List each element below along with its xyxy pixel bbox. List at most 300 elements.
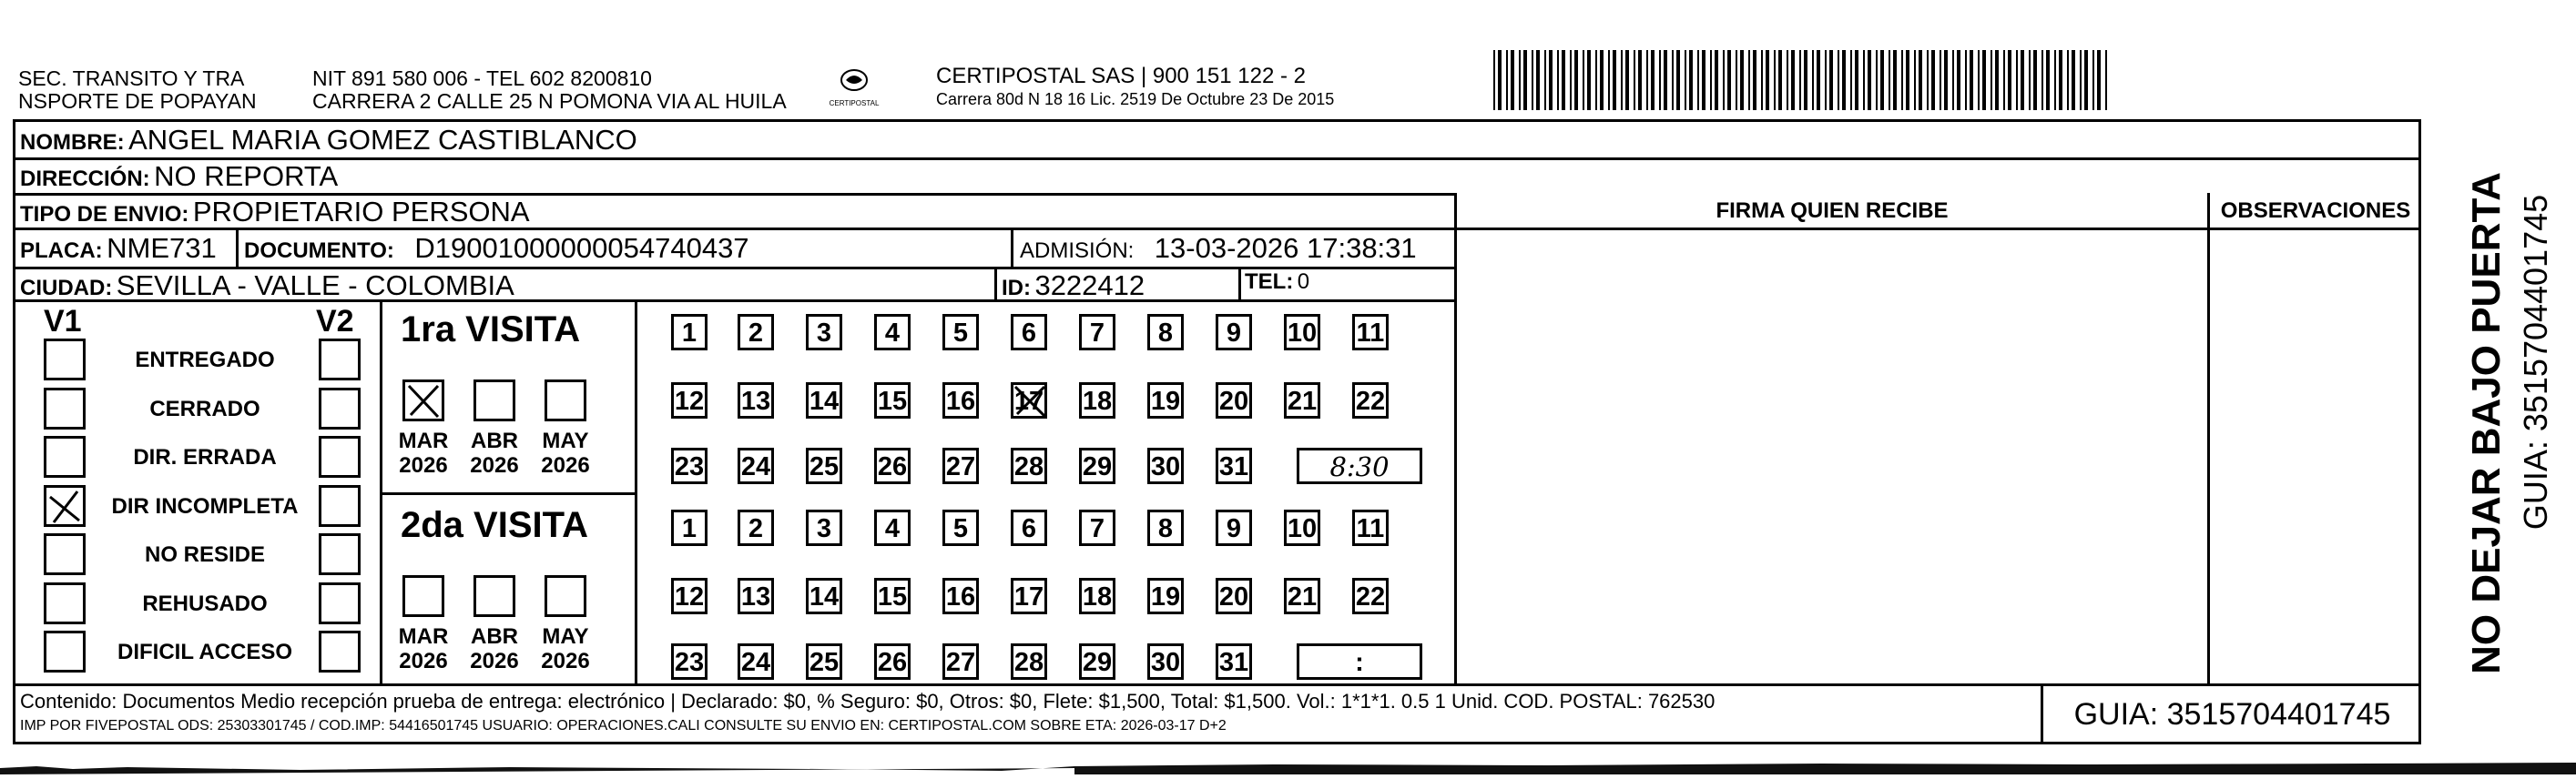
- first-visit-day-box[interactable]: [806, 314, 842, 350]
- second-visit-day-box[interactable]: [1352, 510, 1389, 546]
- ciudad-label: CIUDAD:: [20, 276, 113, 300]
- second-visit-day-box[interactable]: [806, 510, 842, 546]
- day-number: 2: [748, 319, 764, 348]
- status-option-label: DIFICIL ACCESO: [117, 640, 292, 664]
- ciudad-value: SEVILLA - VALLE - COLOMBIA: [116, 269, 514, 301]
- barcode-bar: [2041, 50, 2043, 110]
- day-number: 15: [877, 387, 908, 416]
- barcode-bar: [1748, 50, 1750, 110]
- day-number: 25: [809, 648, 840, 677]
- v1-checkbox[interactable]: [44, 582, 86, 624]
- day-number: 4: [884, 514, 901, 543]
- courier-license: Carrera 80d N 18 16 Lic. 2519 De Octubre 23 De 2015: [936, 90, 1335, 108]
- barcode-bar: [2008, 50, 2011, 110]
- day-number: 24: [740, 452, 771, 481]
- barcode-bar: [1651, 50, 1655, 110]
- second-visit-day-box[interactable]: [1011, 510, 1047, 546]
- first-visit-day-box[interactable]: [806, 448, 842, 484]
- first-visit-day-box[interactable]: [1147, 382, 1184, 419]
- barcode-bar: [1664, 50, 1667, 110]
- barcode-bar: [1766, 50, 1769, 110]
- tipo-envio-value: PROPIETARIO PERSONA: [192, 196, 530, 228]
- documento-cell: [244, 232, 749, 265]
- second-visit-day-box[interactable]: [738, 643, 774, 680]
- day-number: 16: [945, 387, 976, 416]
- barcode-bar: [1702, 50, 1705, 110]
- barcode-bar: [1519, 50, 1521, 110]
- month-label: MAY: [542, 429, 589, 453]
- second-visit-day-box[interactable]: [942, 578, 979, 614]
- day-number: 14: [809, 582, 840, 612]
- barcode-bar: [1876, 50, 1878, 110]
- side-warning: NO DEJAR BAJO PUERTA: [2464, 172, 2509, 674]
- barcode-bar: [1778, 50, 1782, 110]
- barcode-bar: [1511, 50, 1514, 110]
- barcode-bar: [1532, 50, 1533, 110]
- second-visit-title: 2da VISITA: [401, 505, 588, 545]
- year-label: 2026: [541, 649, 590, 673]
- day-number: 23: [674, 452, 705, 481]
- tipo-envio-label: TIPO DE ENVIO:: [20, 202, 189, 227]
- first-visit-day-box[interactable]: [1079, 314, 1115, 350]
- first-visit-title: 1ra VISITA: [401, 309, 581, 349]
- first-visit-day-box[interactable]: [1011, 314, 1047, 350]
- barcode-bar: [1787, 50, 1788, 110]
- courier-name: CERTIPOSTAL SAS | 900 151 122 - 2: [936, 64, 1306, 88]
- barcode-bar: [1965, 50, 1967, 110]
- rule: [13, 683, 2421, 686]
- second-visit-month-checkbox[interactable]: [545, 575, 586, 617]
- second-visit-day-box[interactable]: [1216, 643, 1252, 680]
- placa-cell: [20, 232, 217, 265]
- barcode-bar: [1995, 50, 1999, 110]
- v1-checkbox[interactable]: [44, 436, 86, 478]
- second-visit-day-box[interactable]: [1147, 510, 1184, 546]
- day-number: 1: [681, 514, 697, 543]
- first-visit-day-box[interactable]: [671, 314, 708, 350]
- barcode-bar: [1978, 50, 1980, 110]
- barcode-bar: [1901, 50, 1903, 110]
- barcode-bar: [1736, 50, 1737, 110]
- barcode-bar: [2084, 50, 2088, 110]
- day-number: 8: [1157, 319, 1174, 348]
- day-number: 6: [1021, 514, 1037, 543]
- admision-value: 13-03-2026 17:38:31: [1154, 232, 1417, 264]
- barcode-bar: [1600, 50, 1604, 110]
- first-visit-day-box[interactable]: [1216, 382, 1252, 419]
- first-visit-day-box[interactable]: [1352, 382, 1389, 419]
- firma-header: FIRMA QUIEN RECIBE: [1716, 198, 1949, 223]
- first-visit-day-box[interactable]: [1284, 314, 1320, 350]
- first-visit-day-box[interactable]: [738, 448, 774, 484]
- day-number: 4: [884, 319, 901, 348]
- barcode-bar: [1855, 50, 1858, 110]
- admision-cell: [1020, 232, 1417, 265]
- placa-value: NME731: [107, 232, 217, 264]
- barcode-bar: [1723, 50, 1725, 110]
- barcode-bar: [1557, 50, 1559, 110]
- first-visit-day-box[interactable]: [942, 314, 979, 350]
- barcode-bar: [1868, 50, 1871, 110]
- v2-checkbox[interactable]: [319, 436, 361, 478]
- barcode-bar: [1634, 50, 1635, 110]
- barcode-bar: [1574, 50, 1578, 110]
- barcode-bar: [1685, 50, 1686, 110]
- second-visit-day-box[interactable]: [671, 510, 708, 546]
- second-visit-day-box[interactable]: [1079, 578, 1115, 614]
- barcode: [1493, 50, 2113, 110]
- second-visit-day-box[interactable]: [1216, 510, 1252, 546]
- first-visit-day-box[interactable]: [1284, 382, 1320, 419]
- day-number: 15: [877, 582, 908, 612]
- barcode-bar: [1952, 50, 1954, 110]
- barcode-bar: [1646, 50, 1648, 110]
- day-number: 6: [1021, 319, 1037, 348]
- barcode-bar: [1613, 50, 1616, 110]
- barcode-bar: [1498, 50, 1502, 110]
- month-label: ABR: [471, 429, 518, 453]
- barcode-bar: [1753, 50, 1756, 110]
- barcode-bar: [1506, 50, 1508, 110]
- first-visit-day-box[interactable]: [1216, 314, 1252, 350]
- day-number: 18: [1082, 582, 1113, 612]
- day-number: 2: [748, 514, 764, 543]
- barcode-bar: [1710, 50, 1712, 110]
- day-number: 31: [1218, 648, 1249, 677]
- barcode-bar: [1842, 50, 1846, 110]
- second-visit-day-box[interactable]: [738, 578, 774, 614]
- first-visit-day-box[interactable]: [1011, 382, 1047, 419]
- v2-checkbox[interactable]: [319, 582, 361, 624]
- second-visit-day-box[interactable]: [806, 578, 842, 614]
- documento-value: D19001000000054740437: [414, 232, 749, 264]
- observaciones-header: OBSERVACIONES: [2220, 198, 2411, 223]
- barcode-bar: [1570, 50, 1572, 110]
- second-visit-day-box[interactable]: [1284, 510, 1320, 546]
- v2-header: V2: [316, 304, 354, 339]
- divider: [236, 228, 239, 267]
- nit-line: NIT 891 580 006 - TEL 602 8200810: [312, 66, 652, 90]
- second-visit-day-box[interactable]: [1079, 510, 1115, 546]
- id-value: 3222412: [1034, 269, 1145, 301]
- second-visit-day-box[interactable]: [671, 643, 708, 680]
- day-number: 21: [1287, 582, 1318, 612]
- status-option-label: DIR INCOMPLETA: [111, 494, 299, 519]
- day-number: 17: [1013, 387, 1044, 416]
- certipostal-logo: [818, 66, 891, 111]
- barcode-bar: [2067, 50, 2069, 110]
- second-visit-day-box[interactable]: [942, 510, 979, 546]
- second-visit-day-box[interactable]: [1011, 643, 1047, 680]
- v1-checkbox[interactable]: [44, 485, 86, 527]
- barcode-bar: [2059, 50, 2062, 110]
- direccion-row: [20, 160, 338, 193]
- barcode-bar: [1838, 50, 1839, 110]
- barcode-bar: [1931, 50, 1935, 110]
- status-option-label: ENTREGADO: [135, 348, 275, 372]
- day-number: 24: [740, 648, 771, 677]
- day-number: 29: [1082, 452, 1113, 481]
- barcode-bar: [1676, 50, 1680, 110]
- second-visit-day-box[interactable]: [1147, 578, 1184, 614]
- barcode-bar: [1850, 50, 1852, 110]
- first-visit-day-box[interactable]: [738, 314, 774, 350]
- barcode-bar: [1595, 50, 1597, 110]
- v2-checkbox[interactable]: [319, 631, 361, 673]
- barcode-bar: [1991, 50, 1992, 110]
- day-number: 20: [1218, 582, 1249, 612]
- day-number: 22: [1355, 582, 1386, 612]
- barcode-bar: [1549, 50, 1553, 110]
- placa-label: PLACA:: [20, 238, 103, 263]
- day-number: 1: [681, 319, 697, 348]
- barcode-bar: [1914, 50, 1916, 110]
- v1-checkbox[interactable]: [44, 533, 86, 575]
- status-option-label: REHUSADO: [142, 592, 268, 616]
- barcode-bar: [1817, 50, 1820, 110]
- barcode-bar: [1587, 50, 1591, 110]
- barcode-bar: [1493, 50, 1495, 110]
- day-number: 9: [1226, 319, 1242, 348]
- day-number: 9: [1226, 514, 1242, 543]
- day-number: 26: [877, 648, 908, 677]
- scan-edge: [0, 763, 2576, 774]
- second-visit-day-box[interactable]: [874, 643, 911, 680]
- barcode-bar: [1659, 50, 1661, 110]
- second-visit-month-checkbox[interactable]: [473, 575, 515, 617]
- barcode-bar: [2072, 50, 2075, 110]
- first-visit-day-box[interactable]: [1352, 314, 1389, 350]
- logo-icon: [818, 66, 891, 111]
- logo-text: CERTIPOSTAL: [829, 99, 880, 107]
- barcode-bar: [2054, 50, 2056, 110]
- second-visit-day-box[interactable]: [738, 510, 774, 546]
- barcode-bar: [1889, 50, 1890, 110]
- barcode-bar: [1562, 50, 1565, 110]
- barcode-bar: [1774, 50, 1776, 110]
- first-visit-day-box[interactable]: [942, 448, 979, 484]
- day-number: 23: [674, 648, 705, 677]
- barcode-bar: [1697, 50, 1699, 110]
- second-visit-day-box[interactable]: [1216, 578, 1252, 614]
- day-number: 11: [1356, 319, 1385, 348]
- day-number: 14: [809, 387, 840, 416]
- footer-guia: GUIA: 3515704401745: [2073, 697, 2391, 732]
- day-number: 31: [1218, 452, 1249, 481]
- day-number: 7: [1089, 319, 1105, 348]
- barcode-bar: [2003, 50, 2005, 110]
- divider: [635, 299, 637, 683]
- signature-area[interactable]: [1457, 230, 2207, 683]
- nombre-row: [20, 124, 637, 157]
- day-number: 27: [945, 648, 976, 677]
- first-visit-month-checkbox[interactable]: [473, 379, 515, 421]
- ciudad-cell: [20, 269, 514, 302]
- v2-checkbox[interactable]: [319, 388, 361, 430]
- barcode-bar: [1523, 50, 1527, 110]
- v1-header: V1: [44, 304, 82, 339]
- barcode-bar: [1689, 50, 1693, 110]
- first-visit-day-box[interactable]: [942, 382, 979, 419]
- day-number: 27: [945, 452, 976, 481]
- direccion-label: DIRECCIÓN:: [20, 167, 150, 191]
- id-cell: [1002, 269, 1145, 302]
- day-number: 10: [1287, 514, 1318, 543]
- barcode-bar: [1625, 50, 1629, 110]
- barcode-bar: [1970, 50, 1973, 110]
- v2-checkbox[interactable]: [319, 485, 361, 527]
- year-label: 2026: [470, 453, 519, 478]
- strike-mark-icon: [1013, 385, 1044, 416]
- tel-cell: [1245, 269, 1309, 295]
- v2-checkbox[interactable]: [319, 339, 361, 380]
- barcode-bar: [1799, 50, 1801, 110]
- day-number: 12: [674, 387, 705, 416]
- second-visit-day-box[interactable]: [1284, 578, 1320, 614]
- barcode-bar: [2092, 50, 2094, 110]
- day-number: 26: [877, 452, 908, 481]
- check-mark-icon: [405, 382, 442, 419]
- barcode-bar: [1927, 50, 1929, 110]
- month-label: ABR: [471, 624, 518, 649]
- divider: [1011, 228, 1013, 267]
- day-number: 11: [1356, 514, 1385, 543]
- barcode-bar: [2021, 50, 2024, 110]
- barcode-bar: [1957, 50, 1960, 110]
- id-label: ID:: [1002, 276, 1031, 300]
- rule: [13, 157, 2421, 160]
- day-number: 5: [952, 514, 969, 543]
- rule: [380, 492, 636, 495]
- documento-label: DOCUMENTO:: [244, 238, 394, 263]
- day-number: 3: [816, 319, 832, 348]
- day-number: 13: [740, 387, 771, 416]
- day-number: 3: [816, 514, 832, 543]
- divider: [994, 267, 997, 299]
- barcode-bar: [1906, 50, 1909, 110]
- first-visit-day-box[interactable]: [1147, 448, 1184, 484]
- first-visit-day-box[interactable]: [1216, 448, 1252, 484]
- barcode-bar: [1919, 50, 1922, 110]
- second-visit-month-checkbox[interactable]: [402, 575, 444, 617]
- tel-label: TEL:: [1245, 269, 1294, 294]
- v2-checkbox[interactable]: [319, 533, 361, 575]
- observations-area[interactable]: [2210, 230, 2421, 683]
- barcode-bar: [1880, 50, 1884, 110]
- second-visit-day-box[interactable]: [1011, 578, 1047, 614]
- year-label: 2026: [399, 649, 448, 673]
- first-visit-day-box[interactable]: [874, 448, 911, 484]
- day-number: 20: [1218, 387, 1249, 416]
- second-visit-day-box[interactable]: [671, 578, 708, 614]
- status-option-label: DIR. ERRADA: [133, 445, 277, 470]
- v1-checkbox[interactable]: [44, 339, 86, 380]
- second-visit-day-box[interactable]: [874, 578, 911, 614]
- barcode-bar: [1982, 50, 1986, 110]
- barcode-bars: [1493, 50, 2107, 110]
- barcode-bar: [1812, 50, 1814, 110]
- nombre-label: NOMBRE:: [20, 130, 125, 155]
- barcode-bar: [2046, 50, 2050, 110]
- day-number: 19: [1150, 582, 1181, 612]
- first-visit-day-box[interactable]: [874, 314, 911, 350]
- status-option-label: NO RESIDE: [144, 542, 266, 567]
- issuer-line-2: NSPORTE DE POPAYAN: [18, 89, 257, 113]
- divider: [1238, 267, 1241, 299]
- year-label: 2026: [541, 453, 590, 478]
- first-visit-day-box[interactable]: [1147, 314, 1184, 350]
- day-number: 13: [740, 582, 771, 612]
- barcode-bar: [1583, 50, 1584, 110]
- direccion-value: NO REPORTA: [154, 160, 339, 192]
- day-number: 5: [952, 319, 969, 348]
- second-visit-day-box[interactable]: [1147, 643, 1184, 680]
- day-number: 21: [1287, 387, 1318, 416]
- second-visit-day-box[interactable]: [1352, 578, 1389, 614]
- month-label: MAR: [398, 624, 449, 649]
- barcode-bar: [1727, 50, 1731, 110]
- barcode-bar: [2080, 50, 2082, 110]
- day-number: 29: [1082, 648, 1113, 677]
- barcode-bar: [1825, 50, 1827, 110]
- first-visit-day-box[interactable]: [671, 448, 708, 484]
- v1-checkbox[interactable]: [44, 631, 86, 673]
- month-label: MAY: [542, 624, 589, 649]
- day-number: 30: [1150, 452, 1181, 481]
- day-number: 7: [1089, 514, 1105, 543]
- first-visit-day-box[interactable]: [738, 382, 774, 419]
- second-visit-day-box[interactable]: [874, 510, 911, 546]
- first-visit-day-box[interactable]: [874, 382, 911, 419]
- admision-label: ADMISIÓN:: [1020, 238, 1135, 263]
- first-visit-month-checkbox[interactable]: [545, 379, 586, 421]
- day-number: 8: [1157, 514, 1174, 543]
- barcode-bar: [1804, 50, 1807, 110]
- tel-value: 0: [1297, 269, 1310, 294]
- side-guia: GUIA: 3515704401745: [2517, 194, 2554, 531]
- barcode-bar: [1638, 50, 1642, 110]
- first-visit-time-box[interactable]: 8:30: [1297, 448, 1422, 484]
- barcode-bar: [1940, 50, 1941, 110]
- barcode-bar: [2033, 50, 2037, 110]
- first-visit-day-box[interactable]: [806, 382, 842, 419]
- issuer-line-1: SEC. TRANSITO Y TRA: [18, 66, 245, 90]
- first-visit-day-box[interactable]: [1079, 448, 1115, 484]
- first-visit-month-checkbox[interactable]: [402, 379, 444, 421]
- barcode-bar: [2029, 50, 2031, 110]
- barcode-bar: [1740, 50, 1744, 110]
- v1-checkbox[interactable]: [44, 388, 86, 430]
- first-visit-day-box[interactable]: [671, 382, 708, 419]
- barcode-bar: [1544, 50, 1546, 110]
- second-visit-day-box[interactable]: [1079, 643, 1115, 680]
- barcode-bar: [1715, 50, 1718, 110]
- first-visit-day-box[interactable]: [1011, 448, 1047, 484]
- address-line: CARRERA 2 CALLE 25 N POMONA VIA AL HUILA: [312, 89, 787, 113]
- year-label: 2026: [470, 649, 519, 673]
- divider: [380, 299, 382, 683]
- day-number: 25: [809, 452, 840, 481]
- barcode-bar: [1863, 50, 1865, 110]
- second-visit-day-box[interactable]: [806, 643, 842, 680]
- second-visit-time-box[interactable]: :: [1297, 643, 1422, 680]
- second-visit-day-box[interactable]: [942, 643, 979, 680]
- first-visit-day-box[interactable]: [1079, 382, 1115, 419]
- status-option-label: CERRADO: [149, 397, 260, 421]
- day-number: 12: [674, 582, 705, 612]
- tipo-envio-row: [20, 196, 530, 228]
- barcode-bar: [1893, 50, 1897, 110]
